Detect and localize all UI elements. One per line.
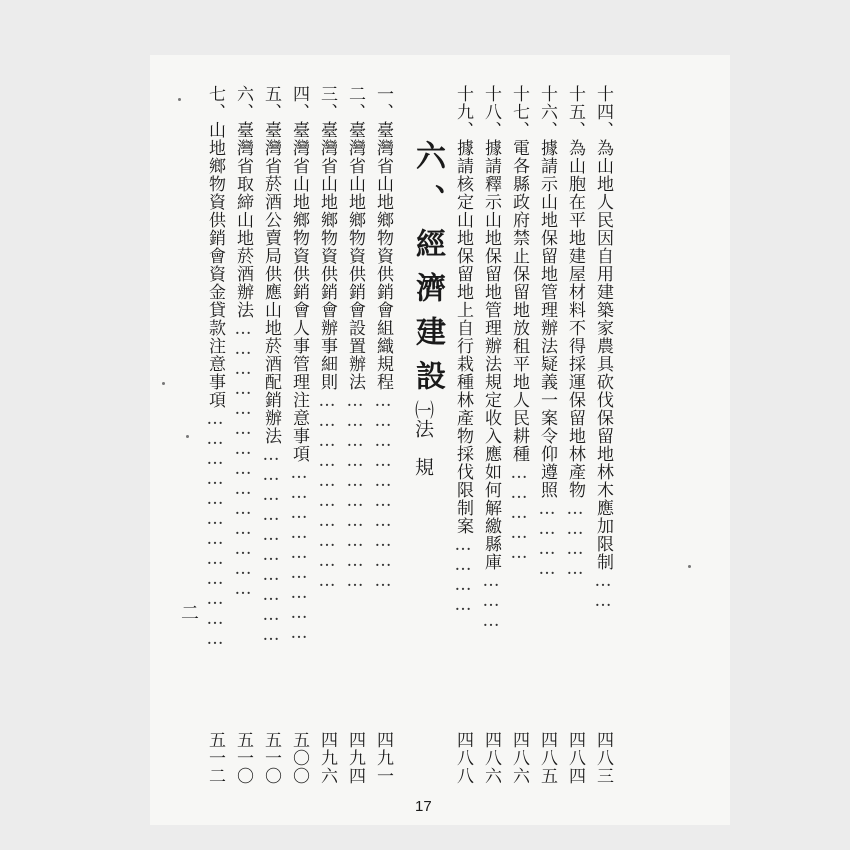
- toc-entry: [232, 85, 254, 730]
- entry-page: 五〇〇: [289, 731, 309, 785]
- side-mark: 二: [178, 603, 199, 621]
- leader-dots: ……: [593, 571, 613, 611]
- leader-dots: ……………………………………: [233, 319, 253, 599]
- leader-dots: ………: [481, 571, 501, 631]
- entry-title: 十六、據請示山地保留地管理辦法疑義一案令仰遵照: [537, 85, 557, 499]
- scan-speck: [178, 98, 181, 101]
- leader-dots: …………………………: [317, 391, 337, 591]
- entry-title: 七、山地鄉物資供銷會資金貸款注意事項: [205, 85, 225, 409]
- scan-speck: [162, 382, 165, 385]
- entry-title: 三、臺灣省山地鄉物資供銷會辦事細則: [317, 85, 337, 391]
- leader-dots: …………………………: [373, 391, 393, 591]
- entry-title: 十九、據請核定山地保留地上自行栽種林產物採伐限制案: [453, 85, 473, 535]
- entry-page: 四九四: [345, 731, 365, 785]
- page-number: 17: [415, 798, 432, 815]
- toc-entry: [480, 85, 502, 631]
- entry-title: 六、臺灣省取締山地菸酒辦法: [233, 85, 253, 319]
- entry-title: 二、臺灣省山地鄉物資供銷會設置辦法: [345, 85, 365, 391]
- scan-speck: [688, 565, 691, 568]
- entry-title: 一、臺灣省山地鄉物資供銷會組織規程: [373, 85, 393, 391]
- entry-page: 四八五: [537, 731, 557, 785]
- toc-entry: [204, 85, 226, 730]
- leader-dots: …………………………: [345, 391, 365, 591]
- toc-entry: [260, 85, 282, 730]
- leader-dots: ………………………………: [205, 409, 225, 649]
- entry-title: 十八、據請釋示山地保留地管理辦法規定收入應如何解繳縣庫: [481, 85, 501, 571]
- toc-entry: [288, 85, 310, 730]
- entry-title: 十五、為山胞在平地建屋材料不得採運保留地林產物: [565, 85, 585, 499]
- toc-entry: [316, 85, 338, 730]
- leader-dots: …………: [453, 535, 473, 615]
- toc-entry: [372, 85, 394, 730]
- toc-entry: [344, 85, 366, 730]
- entry-title: 十七、電各縣政府禁止保留地放租平地人民耕種: [509, 85, 529, 463]
- entry-page: 四八三: [593, 731, 613, 785]
- scan-speck: [186, 435, 189, 438]
- entry-page: 四八六: [481, 731, 501, 785]
- leader-dots: …………: [537, 499, 557, 579]
- leader-dots: ………………………: [289, 463, 309, 643]
- toc-entry: [564, 85, 586, 590]
- toc-entry: [536, 85, 558, 590]
- entry-title: 十四、為山地人民因自用建築家農具砍伐保留地林木應加限制: [593, 85, 613, 571]
- leader-dots: ……………: [509, 463, 529, 563]
- entry-page: 四八六: [509, 731, 529, 785]
- leader-dots: …………………………: [261, 445, 281, 645]
- entry-title: 五、臺灣省菸酒公賣局供應山地菸酒配銷辦法: [261, 85, 281, 445]
- entry-title: 四、臺灣省山地鄉物資供銷會人事管理注意事項: [289, 85, 309, 463]
- entry-page: 四九一: [373, 731, 393, 785]
- toc-entry: [452, 85, 474, 615]
- leader-dots: …………: [565, 499, 585, 579]
- entry-page: 四九六: [317, 731, 337, 785]
- entry-page: 四八四: [565, 731, 585, 785]
- section-heading: 六、經濟建設: [410, 140, 445, 404]
- entry-page: 五一二: [205, 731, 225, 785]
- entry-page: 四八八: [453, 731, 473, 785]
- toc-entry: [508, 85, 530, 590]
- section-subheading: ㈠法 規: [412, 400, 434, 476]
- entry-page: 五一〇: [233, 731, 253, 785]
- entry-page: 五一〇: [261, 731, 281, 785]
- toc-entry: [592, 85, 614, 611]
